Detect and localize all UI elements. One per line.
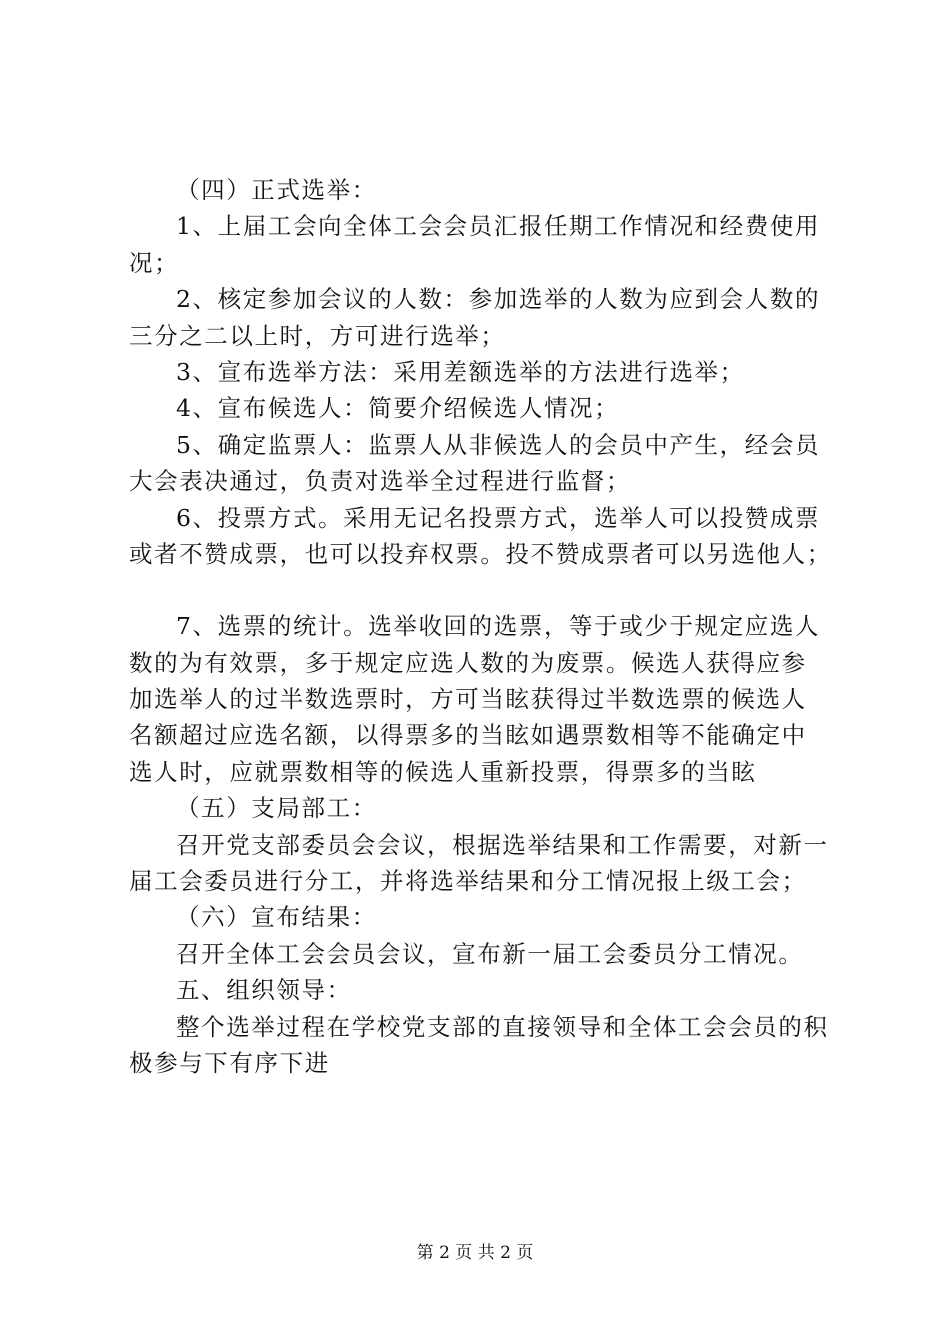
paragraph-line: 1、上届工会向全体工会会员汇报任期工作情况和经费使用 bbox=[176, 212, 821, 241]
page-number-footer: 第 2 页 共 2 页 bbox=[416, 1243, 534, 1263]
paragraph-line: 大会表决通过，负责对选举全过程进行监督； bbox=[129, 467, 631, 496]
paragraph-line: 整个选举过程在学校党支部的直接领导和全体工会会员的积 bbox=[176, 1012, 829, 1041]
paragraph-line: 3、宣布选举方法：采用差额选举的方法进行选举； bbox=[176, 357, 745, 386]
section-heading-formal-election: （四）正式选举： bbox=[176, 176, 377, 204]
paragraph-line: 4、宣布候选人：简要介绍候选人情况； bbox=[176, 394, 620, 423]
paragraph-line: 数的为有效票，多于规定应选人数的为废票。候选人获得应参 bbox=[129, 648, 807, 677]
section-heading-announce-results: （六）宣布结果： bbox=[176, 903, 377, 932]
paragraph-line: 三分之二以上时，方可进行选举； bbox=[129, 321, 506, 350]
paragraph-line: 届工会委员进行分工，并将选举结果和分工情况报上级工会； bbox=[129, 867, 807, 896]
paragraph-line: 2、核定参加会议的人数：参加选举的人数为应到会人数的 bbox=[176, 285, 821, 314]
paragraph-line: 加选举人的过半数选票时，方可当眩获得过半数选票的候选人 bbox=[129, 685, 807, 714]
section-heading-division: （五）支局部工： bbox=[176, 794, 377, 823]
paragraph-gap bbox=[129, 572, 833, 608]
paragraph-line: 7、选票的统计。选举收回的选票，等于或少于规定应选人 bbox=[176, 612, 821, 641]
section-heading-leadership: 五、组织领导： bbox=[176, 976, 352, 1005]
paragraph-line: 召开全体工会会员会议，宣布新一届工会委员分工情况。 bbox=[176, 939, 804, 968]
paragraph-line: 极参与下有序下进 bbox=[129, 1048, 330, 1077]
document-body bbox=[129, 172, 833, 1081]
paragraph-line: 或者不赞成票，也可以投弃权票。投不赞成票者可以另选他人； bbox=[129, 539, 832, 568]
paragraph-line: 召开党支部委员会会议，根据选举结果和工作需要，对新一 bbox=[176, 830, 829, 859]
paragraph-line: 名额超过应选名额，以得票多的当眩如遇票数相等不能确定中 bbox=[129, 721, 807, 750]
paragraph-line: 5、确定监票人：监票人从非候选人的会员中产生，经会员 bbox=[176, 430, 821, 459]
paragraph-line: 6、投票方式。采用无记名投票方式，选举人可以投赞成票 bbox=[176, 503, 821, 532]
paragraph-line: 况； bbox=[129, 248, 180, 277]
paragraph-line: 选人时，应就票数相等的候选人重新投票，得票多的当眩 bbox=[129, 757, 757, 786]
